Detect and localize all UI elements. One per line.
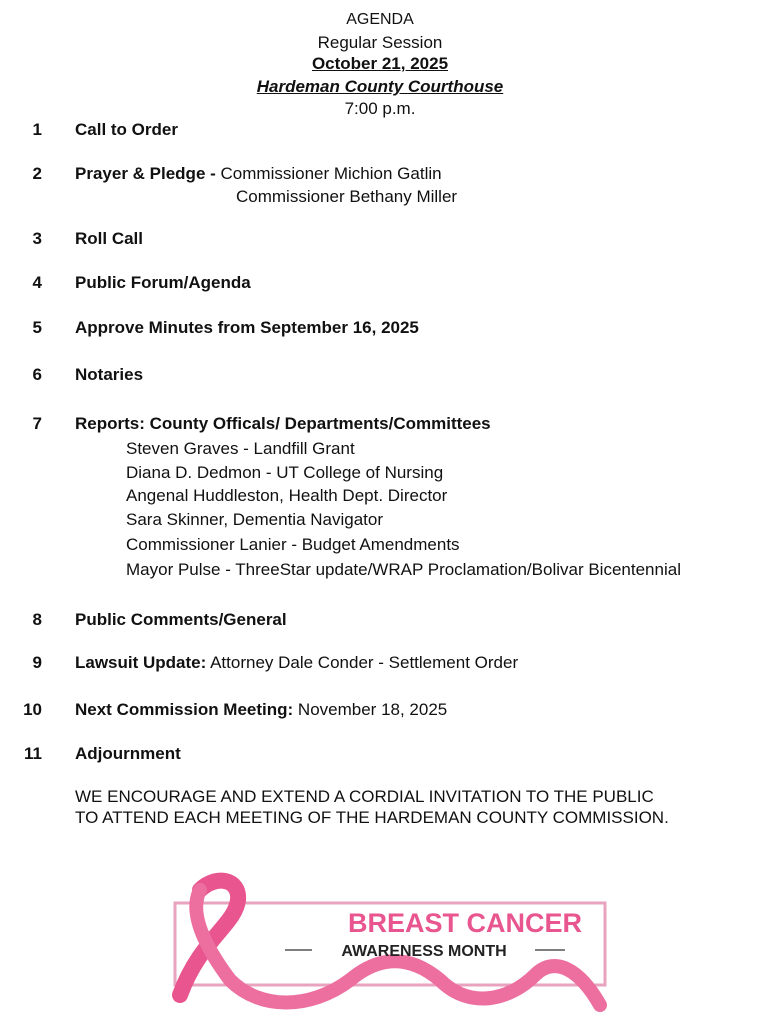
report-item: Diana D. Dedmon - UT College of Nursing xyxy=(126,463,444,482)
report-item: Steven Graves - Landfill Grant xyxy=(126,439,355,458)
item-number: 5 xyxy=(32,318,42,337)
item-label: Next Commission Meeting: xyxy=(75,700,294,719)
report-item: Angenal Huddleston, Health Dept. Director xyxy=(126,486,448,505)
item-number: 10 xyxy=(23,700,42,719)
meeting-location: Hardeman County Courthouse xyxy=(256,77,504,96)
logo-line2: AWARENESS MONTH xyxy=(341,943,507,960)
item-detail: Attorney Dale Conder - Settlement Order xyxy=(206,653,519,672)
report-item: Commissioner Lanier - Budget Amendments xyxy=(126,535,460,554)
invitation-line: TO ATTEND EACH MEETING OF THE HARDEMAN COUNTY COMMISSION. xyxy=(75,808,669,827)
item-label: Roll Call xyxy=(75,229,144,248)
item-number: 8 xyxy=(32,610,42,629)
item-number: 4 xyxy=(32,273,42,292)
item-number: 1 xyxy=(32,120,42,139)
item-number: 11 xyxy=(24,744,42,763)
item-number: 3 xyxy=(32,229,42,248)
invitation-line: WE ENCOURAGE AND EXTEND A CORDIAL INVITATION TO THE PUBLIC xyxy=(75,787,654,806)
item-detail: Commissioner Bethany Miller xyxy=(236,187,458,206)
report-item: Mayor Pulse - ThreeStar update/WRAP Proclamation/Bolivar Bicentennial xyxy=(126,560,681,579)
item-label: Adjournment xyxy=(75,744,181,763)
item-label: Lawsuit Update: xyxy=(75,653,207,672)
meeting-date: October 21, 2025 xyxy=(311,54,449,73)
item-label: Approve Minutes from September 16, 2025 xyxy=(75,318,419,337)
item-number: 9 xyxy=(32,653,42,672)
report-item: Sara Skinner, Dementia Navigator xyxy=(126,510,384,529)
item-label: Public Comments/General xyxy=(75,610,287,629)
agenda-title: AGENDA xyxy=(346,11,414,28)
session-type: Regular Session xyxy=(317,33,443,52)
item-label: Prayer & Pledge - xyxy=(75,164,221,183)
item-label: Public Forum/Agenda xyxy=(75,273,251,292)
item-label: Notaries xyxy=(75,365,144,384)
item-detail: Commissioner Michion Gatlin xyxy=(220,164,442,183)
item-number: 6 xyxy=(32,365,42,384)
breast-cancer-awareness-logo xyxy=(160,870,620,1020)
logo-line1: BREAST CANCER xyxy=(347,908,583,938)
item-detail: November 18, 2025 xyxy=(293,700,448,719)
item-label: Call to Order xyxy=(75,120,178,139)
item-number: 7 xyxy=(32,414,42,433)
item-label: Reports: County Officals/ Departments/Committees xyxy=(75,414,491,433)
meeting-time: 7:00 p.m. xyxy=(344,99,416,118)
item-number: 2 xyxy=(32,164,42,183)
